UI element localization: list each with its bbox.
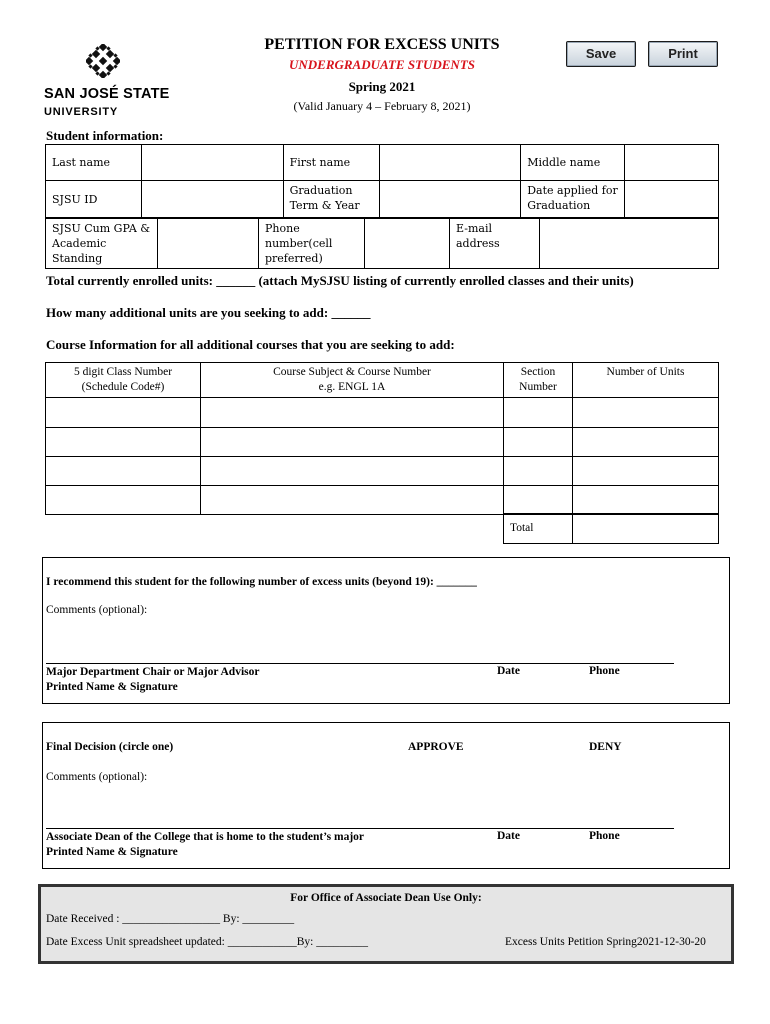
section-field[interactable] [504, 486, 573, 515]
total-row [503, 513, 719, 544]
phone-field[interactable] [365, 219, 450, 269]
page-subtitle: UNDERGRADUATE STUDENTS [288, 57, 475, 72]
student-info-heading: Student information: [46, 128, 164, 143]
subject-field[interactable] [201, 398, 504, 428]
subject-field[interactable] [201, 457, 504, 486]
sjsu-id-field[interactable] [141, 181, 283, 218]
class-number-field[interactable] [46, 398, 201, 428]
course-col-section: Section Number [504, 363, 573, 398]
recommend-signature-line[interactable] [46, 663, 674, 664]
units-field[interactable] [573, 428, 719, 457]
save-button[interactable]: Save [566, 41, 636, 67]
decision-date-label: Date [497, 830, 520, 842]
units-field[interactable] [573, 398, 719, 428]
email-label: E-mail address [450, 219, 540, 269]
additional-units-question: How many additional units are you seeking to add: ______ [46, 305, 371, 320]
first-name-label: First name [283, 145, 379, 181]
course-col-class-number: 5 digit Class Number (Schedule Code#) [46, 363, 201, 398]
section-field[interactable] [504, 398, 573, 428]
subject-field[interactable] [201, 486, 504, 515]
date-applied-field[interactable] [625, 181, 719, 218]
last-name-label: Last name [46, 145, 142, 181]
grad-term-label: Graduation Term & Year [283, 181, 379, 218]
print-button[interactable]: Print [648, 41, 718, 67]
course-col-subject: Course Subject & Course Number e.g. ENGL 1A [201, 363, 504, 398]
approve-option[interactable]: APPROVE [408, 741, 464, 753]
course-table [45, 362, 719, 515]
table-row [46, 457, 719, 486]
student-info-table [45, 144, 719, 218]
term-label: Spring 2021 [348, 79, 416, 94]
grad-term-field[interactable] [379, 181, 521, 218]
email-field[interactable] [540, 219, 719, 269]
section-field[interactable] [504, 457, 573, 486]
table-row [46, 428, 719, 457]
total-label: Total [504, 514, 573, 544]
recommend-signer-label: Major Department Chair or Major Advisor Printed Name & Signature [46, 666, 260, 693]
last-name-field[interactable] [141, 145, 283, 181]
first-name-field[interactable] [379, 145, 521, 181]
subject-field[interactable] [201, 428, 504, 457]
table-row [46, 486, 719, 515]
gpa-field[interactable] [158, 219, 259, 269]
form-version-label: Excess Units Petition Spring2021-12-30-20 [505, 936, 706, 948]
middle-name-label: Middle name [521, 145, 625, 181]
university-logo-text [44, 86, 170, 121]
phone-label: Phone number(cell preferred) [259, 219, 365, 269]
class-number-field[interactable] [46, 428, 201, 457]
valid-dates: (Valid January 4 – February 8, 2021) [293, 99, 471, 113]
page-title: PETITION FOR EXCESS UNITS [264, 36, 500, 53]
units-field[interactable] [573, 457, 719, 486]
deny-option[interactable]: DENY [589, 741, 622, 753]
logo-line1: SAN JOSÉ STATE [44, 86, 170, 102]
final-decision-label: Final Decision (circle one) [46, 741, 174, 753]
sjsu-id-label: SJSU ID [46, 181, 142, 218]
recommend-comments-label: Comments (optional): [46, 604, 148, 616]
gpa-label: SJSU Cum GPA & Academic Standing [46, 219, 158, 269]
course-col-units: Number of Units [573, 363, 719, 398]
student-info-table-row3 [45, 218, 719, 269]
total-units-field[interactable] [573, 514, 719, 544]
recommend-phone-label: Phone [589, 665, 620, 677]
table-row [46, 398, 719, 428]
class-number-field[interactable] [46, 486, 201, 515]
decision-phone-label: Phone [589, 830, 620, 842]
sjsu-logo-icon [86, 44, 120, 78]
decision-signer-label: Associate Dean of the College that is home to the student’s major Printed Name & Signature [46, 831, 365, 858]
section-field[interactable] [504, 428, 573, 457]
logo-line2: UNIVERSITY [44, 106, 119, 118]
date-applied-label: Date applied for Graduation [521, 181, 625, 218]
decision-comments-label: Comments (optional): [46, 771, 148, 783]
office-use-heading: For Office of Associate Dean Use Only: [290, 892, 482, 904]
recommend-text: I recommend this student for the following number of excess units (beyond 19): _______ [46, 576, 477, 588]
date-received-line: Date Received : _________________ By: _________ [46, 913, 295, 925]
middle-name-field[interactable] [625, 145, 719, 181]
enrolled-units-question: Total currently enrolled units: ______ (attach MySJSU listing of currently enrolled classes and their units) [46, 273, 634, 288]
course-info-heading: Course Information for all additional courses that you are seeking to add: [46, 337, 455, 352]
recommend-date-label: Date [497, 665, 520, 677]
units-field[interactable] [573, 486, 719, 515]
spreadsheet-updated-line: Date Excess Unit spreadsheet updated: ____________By: _________ [46, 936, 368, 948]
class-number-field[interactable] [46, 457, 201, 486]
decision-signature-line[interactable] [46, 828, 674, 829]
